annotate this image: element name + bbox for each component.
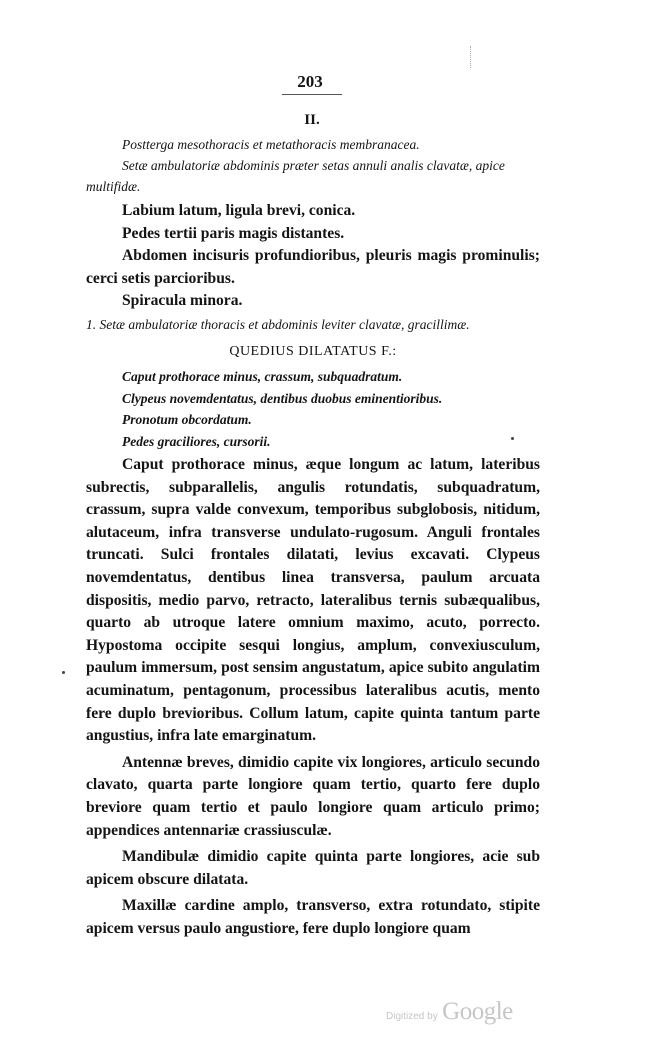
roman-line: Spiracula minora. (122, 292, 243, 310)
section-heading: II. (304, 112, 320, 128)
roman-line: Abdomen incisuris profundioribus, pleuris magis prominulis; cerci setis parcioribus. (86, 247, 540, 287)
item-1: 1. Setæ ambulatoriæ thoracis et abdominis leviter clavatæ, gracillimæ. (86, 317, 470, 332)
description-paragraph: Caput prothorace minus, æque longum ac latum, lateribus subrectis, subparallelis, angulis rotundatis, subquadratum, crassum, supra valde convexum, temporibus subglobosis, nitidum, alutaceum, infra transverse undulato-rugosum. Anguli frontales truncati. Sulci frontales dilatati, levius excavati. Clypeus novemdentatus, dentibus linea transversa, paulum arcuata dispositis, medio parvo, retracto, lateralibus ternis subæqualibus, quarto ab utroque latere omnium maximo, acuto, porrecto. Hypostoma occipite sesqui longius, amplum, convexiusculum, paulum immersum, post sensim angustatum, apice subito angulatim acuminatum, pentagonum, processibus lateralibus acutis, mento fere duplo brevioribus. Collum latum, capite quinta tantum parte angustius, infra late emarginatum. (86, 456, 540, 745)
italic-line: Setæ ambulatoriæ abdominis præter setas annuli analis clavatæ, apice multifidæ. (86, 158, 505, 194)
page-number: 203 (297, 72, 323, 91)
page-number-rule (282, 94, 342, 95)
speck (511, 437, 514, 440)
species-title: QUEDIUS DILATATUS F.: (229, 344, 397, 359)
speck (62, 671, 65, 674)
google-logo: Google (442, 998, 513, 1025)
description (86, 454, 540, 940)
description-paragraph: Antennæ breves, dimidio capite vix longiores, articulo secundo clavato, quarta parte longiore quam tertio, quarto fere duplo breviore quam tertio et paulo longiore quam articulo primo; appendices antennariæ crassiusculæ. (86, 753, 540, 839)
roman-line: Labium latum, ligula brevi, conica. (122, 202, 356, 219)
watermark (386, 998, 513, 1026)
diagnosis-line: Caput prothorace minus, crassum, subquadratum. (122, 369, 403, 384)
description-paragraph: Mandibulæ dimidio capite quinta parte longiores, acie sub apicem obscure dilatata. (86, 848, 540, 888)
watermark-small: Digitized by (386, 1011, 438, 1022)
roman-line: Pedes tertii paris magis distantes. (122, 224, 345, 242)
diagnosis (122, 366, 542, 453)
section-ii-text (86, 134, 540, 313)
diagnosis-line: Pronotum obcordatum. (122, 412, 252, 428)
diagnosis-line: Clypeus novemdentatus, dentibus duobus eminentioribus. (122, 390, 443, 406)
italic-line: Postterga mesothoracis et metathoracis membranacea. (122, 137, 420, 152)
diagnosis-line: Pedes graciliores, cursorii. (122, 434, 271, 450)
scan-mark (470, 46, 472, 68)
description-paragraph: Maxillæ cardine amplo, transverso, extra rotundato, stipite apicem versus paulo angustiore, fere duplo longiore quam (86, 897, 540, 937)
